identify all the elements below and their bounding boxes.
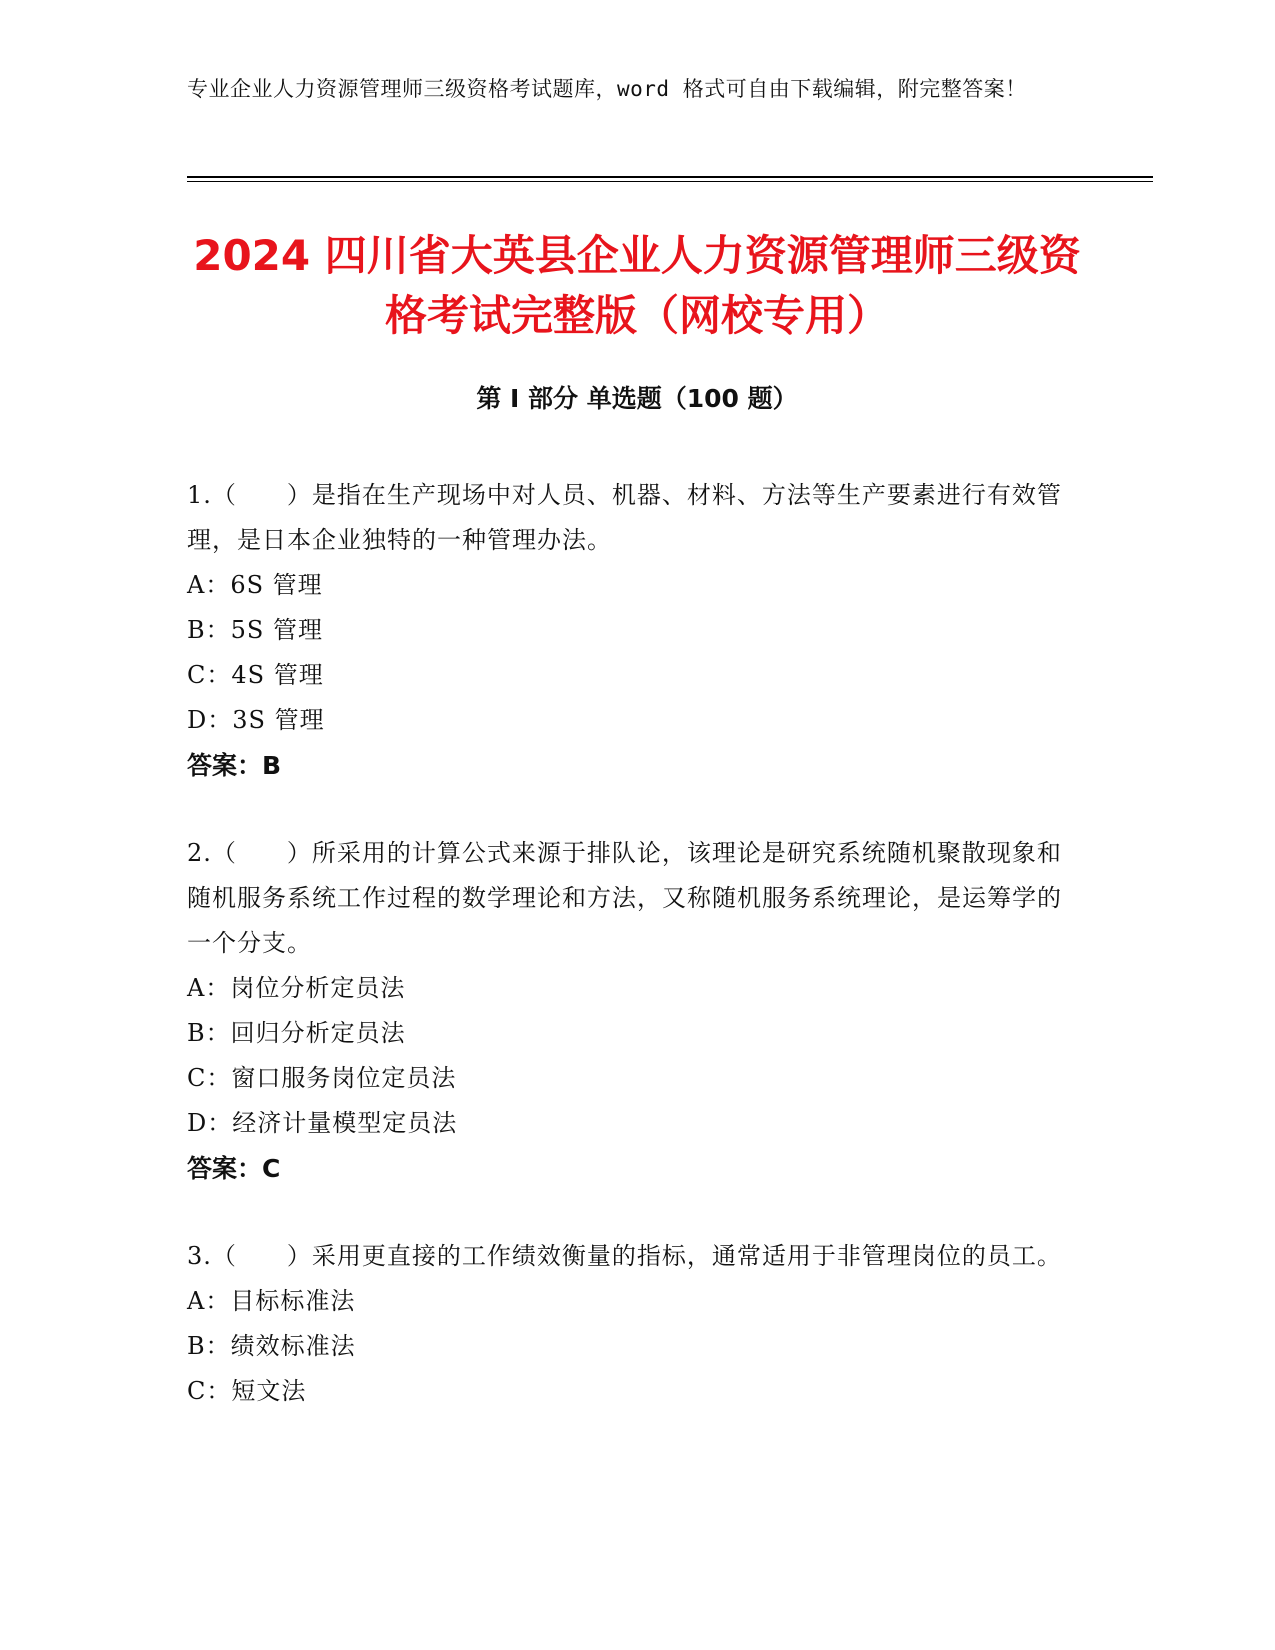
header-rule-thin bbox=[187, 181, 1153, 182]
option-a: A：目标标准法 bbox=[187, 1287, 356, 1315]
header-note: 专业企业人力资源管理师三级资格考试题库，word 格式可自由下载编辑，附完整答案！ bbox=[187, 77, 1027, 101]
option-c: C：短文法 bbox=[187, 1377, 307, 1405]
header-rule-thick bbox=[187, 176, 1153, 178]
question-stem: 3.（ ）采用更直接的工作绩效衡量的指标，通常适用于非管理岗位的员工。 bbox=[187, 1242, 1062, 1270]
option-d: D：经济计量模型定员法 bbox=[187, 1109, 458, 1137]
question-stem: 1.（ ）是指在生产现场中对人员、机器、材料、方法等生产要素进行有效管理，是日本企业独特的一种管理办法。 bbox=[187, 481, 1062, 554]
option-d: D：3S 管理 bbox=[187, 706, 325, 734]
option-a: A：6S 管理 bbox=[187, 571, 323, 599]
option-b: B：绩效标准法 bbox=[187, 1332, 356, 1360]
option-b: B：5S 管理 bbox=[187, 616, 323, 644]
option-a: A：岗位分析定员法 bbox=[187, 974, 406, 1002]
section-title: 第 I 部分 单选题（100 题） bbox=[476, 384, 798, 413]
option-b: B：回归分析定员法 bbox=[187, 1019, 406, 1047]
question-list bbox=[187, 473, 1067, 1457]
document-title: 2024 四川省大英县企业人力资源管理师三级资格考试完整版（网校专用） bbox=[193, 231, 1081, 340]
question-1 bbox=[187, 473, 1067, 788]
answer: 答案：C bbox=[187, 1154, 281, 1183]
question-2 bbox=[187, 831, 1067, 1191]
question-3 bbox=[187, 1234, 1067, 1414]
option-c: C：窗口服务岗位定员法 bbox=[187, 1064, 457, 1092]
question-stem: 2.（ ）所采用的计算公式来源于排队论，该理论是研究系统随机聚散现象和随机服务系统工作过程的数学理论和方法，又称随机服务系统理论，是运筹学的一个分支。 bbox=[187, 839, 1062, 957]
option-c: C：4S 管理 bbox=[187, 661, 324, 689]
answer: 答案：B bbox=[187, 751, 282, 780]
